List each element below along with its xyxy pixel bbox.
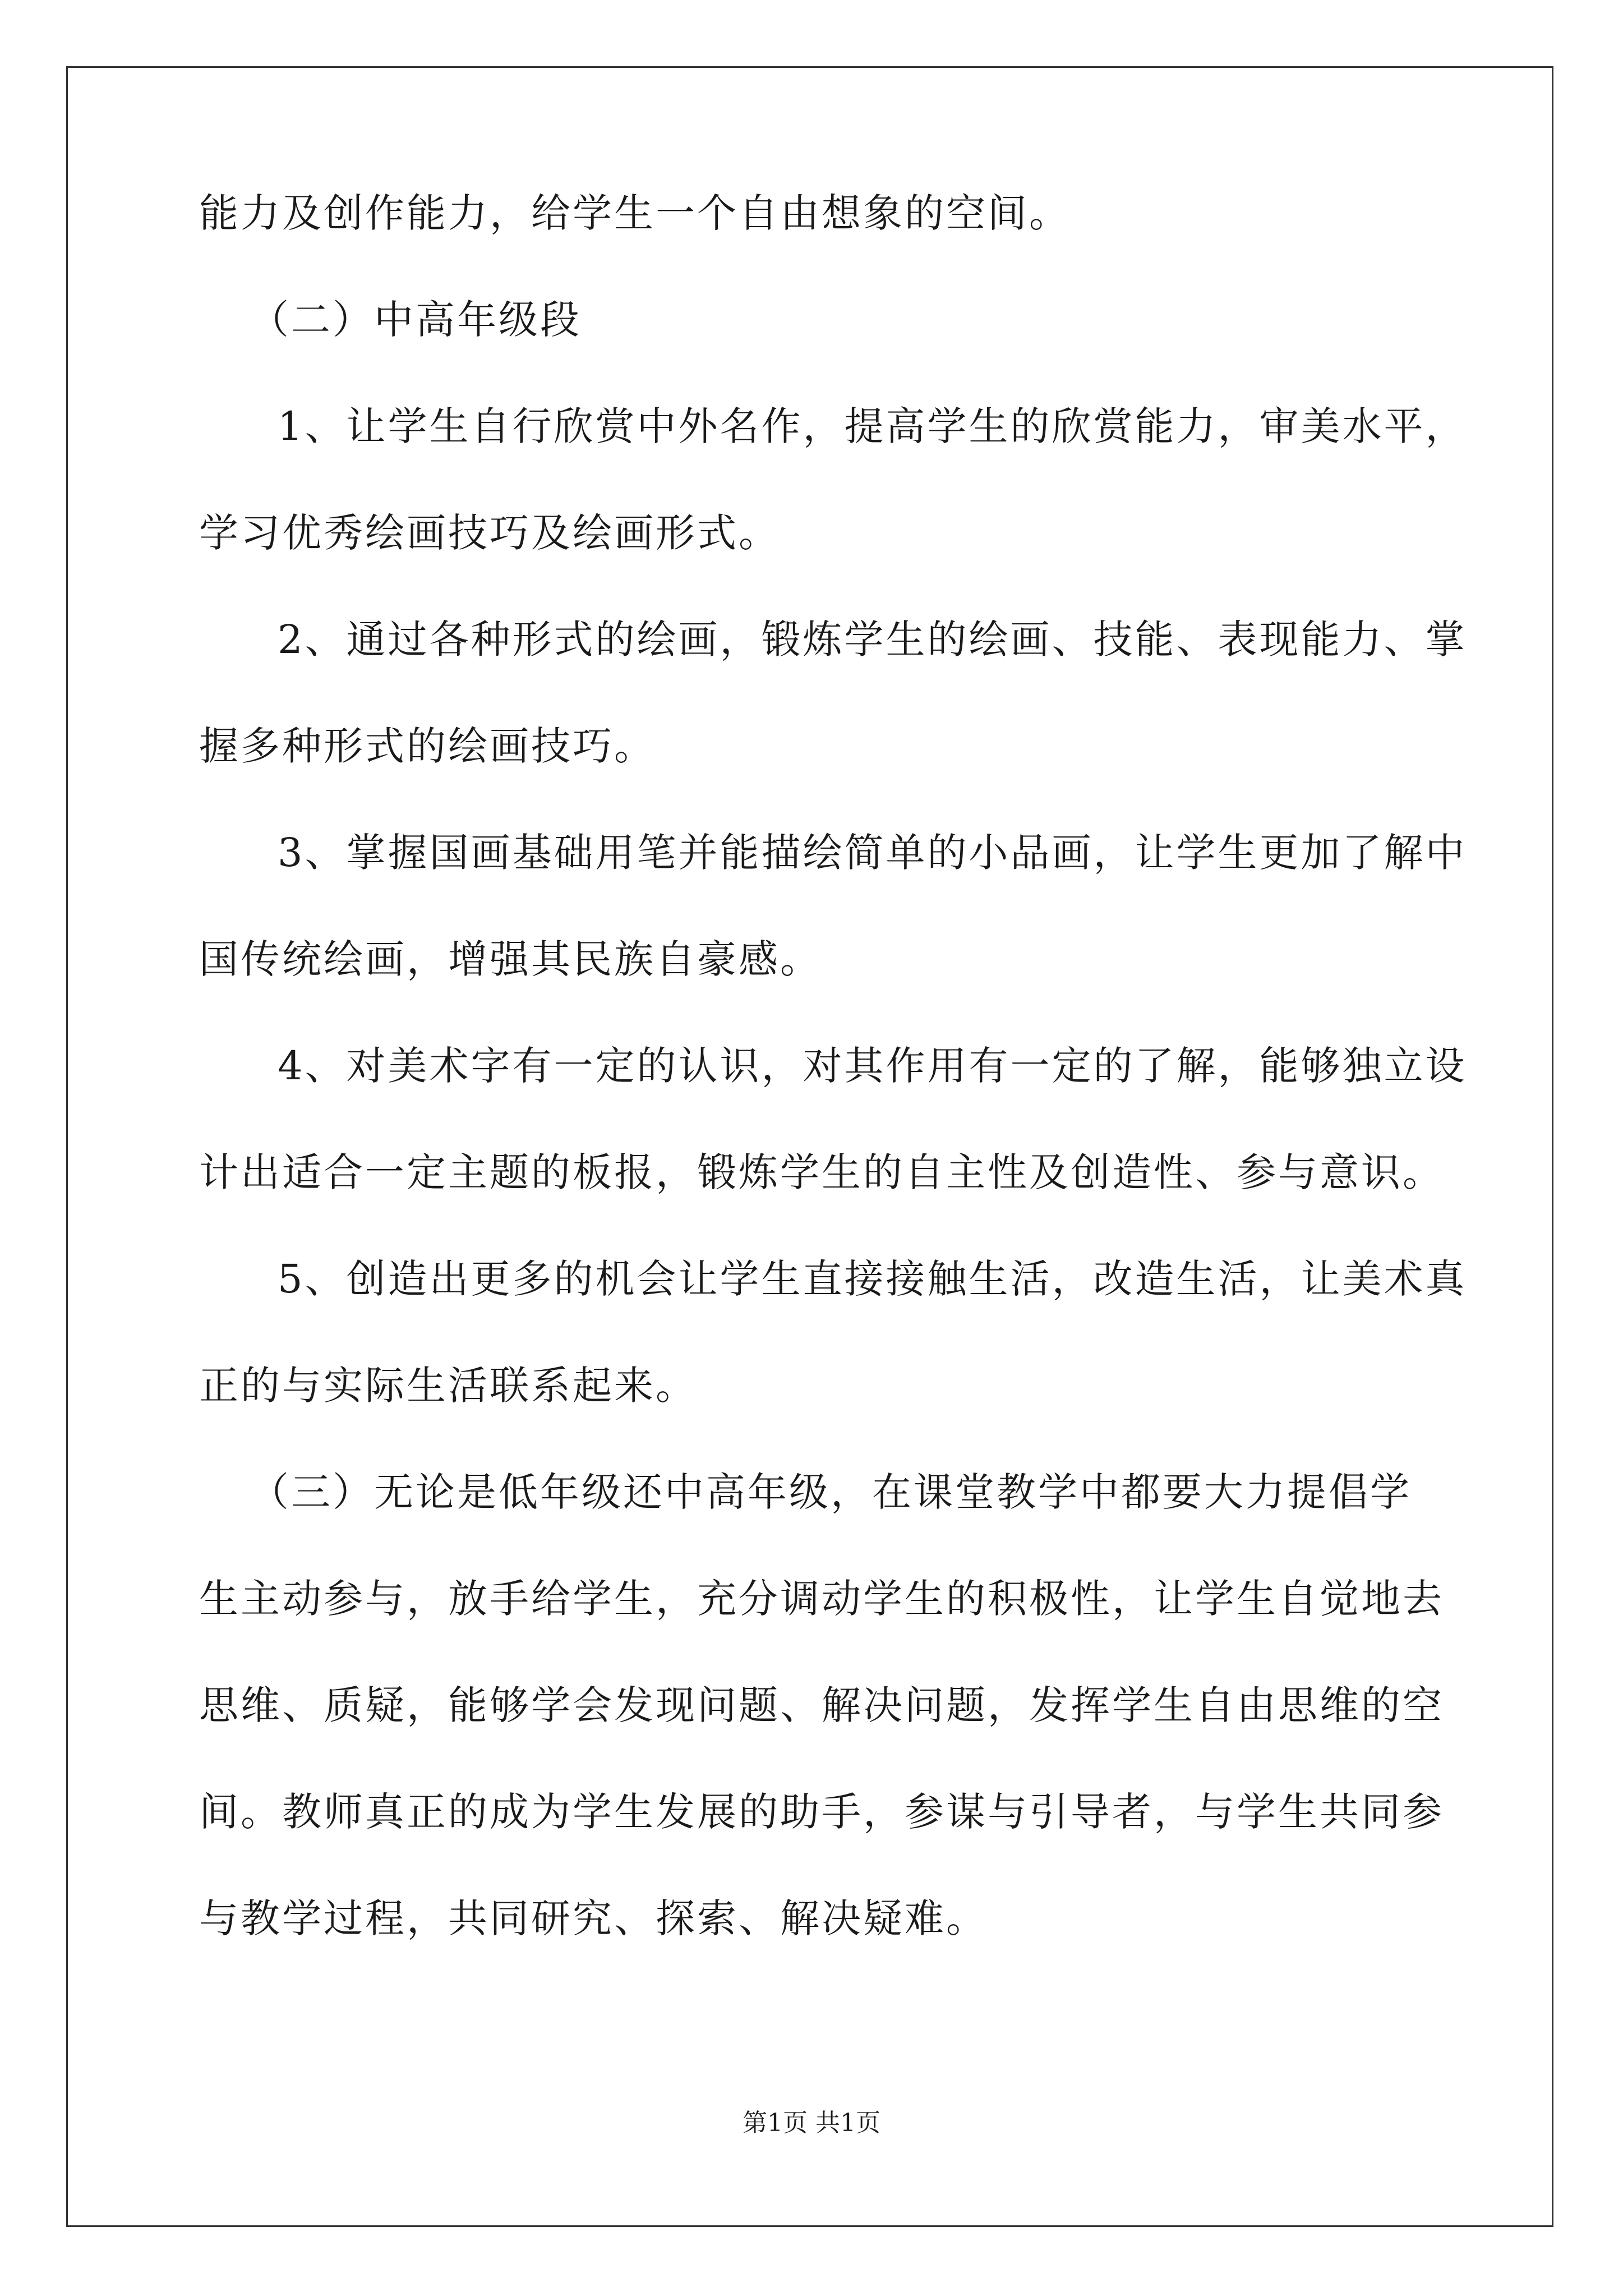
text-line: 与教学过程，共同研究、探索、解决疑难。 [199,1895,988,1941]
text-line: 学习优秀绘画技巧及绘画形式。 [199,510,780,556]
text-line: 国传统绘画，增强其民族自豪感。 [199,936,822,982]
page-footer: 第1页 共1页 [743,2109,880,2137]
text-line: （三）无论是低年级还中高年级，在课堂教学中都要大力提倡学 [250,1469,1412,1515]
text-line: 5、创造出更多的机会让学生直接接触生活，改造生活，让美术真 [278,1256,1467,1302]
text-line: 计出适合一定主题的板报，锻炼学生的自主性及创造性、参与意识。 [199,1149,1444,1195]
text-line: 1、让学生自行欣赏中外名作，提高学生的欣赏能力，审美水平， [278,403,1467,449]
text-line: 间。教师真正的成为学生发展的助手，参谋与引导者，与学生共同参 [199,1789,1444,1835]
section-heading: （二）中高年级段 [250,297,582,343]
text-line: 能力及创作能力，给学生一个自由想象的空间。 [199,190,1071,236]
text-line: 2、通过各种形式的绘画，锻炼学生的绘画、技能、表现能力、掌 [278,616,1467,662]
text-line: 正的与实际生活联系起来。 [199,1363,697,1409]
text-line: 生主动参与，放手给学生，充分调动学生的积极性，让学生自觉地去 [199,1576,1444,1622]
text-line: 思维、质疑，能够学会发现问题、解决问题，发挥学生自由思维的空 [199,1682,1444,1728]
text-line: 4、对美术字有一定的认识，对其作用有一定的了解，能够独立设 [278,1043,1467,1089]
text-line: 握多种形式的绘画技巧。 [199,723,656,769]
text-line: 3、掌握国画基础用笔并能描绘简单的小品画，让学生更加了解中 [278,830,1467,876]
